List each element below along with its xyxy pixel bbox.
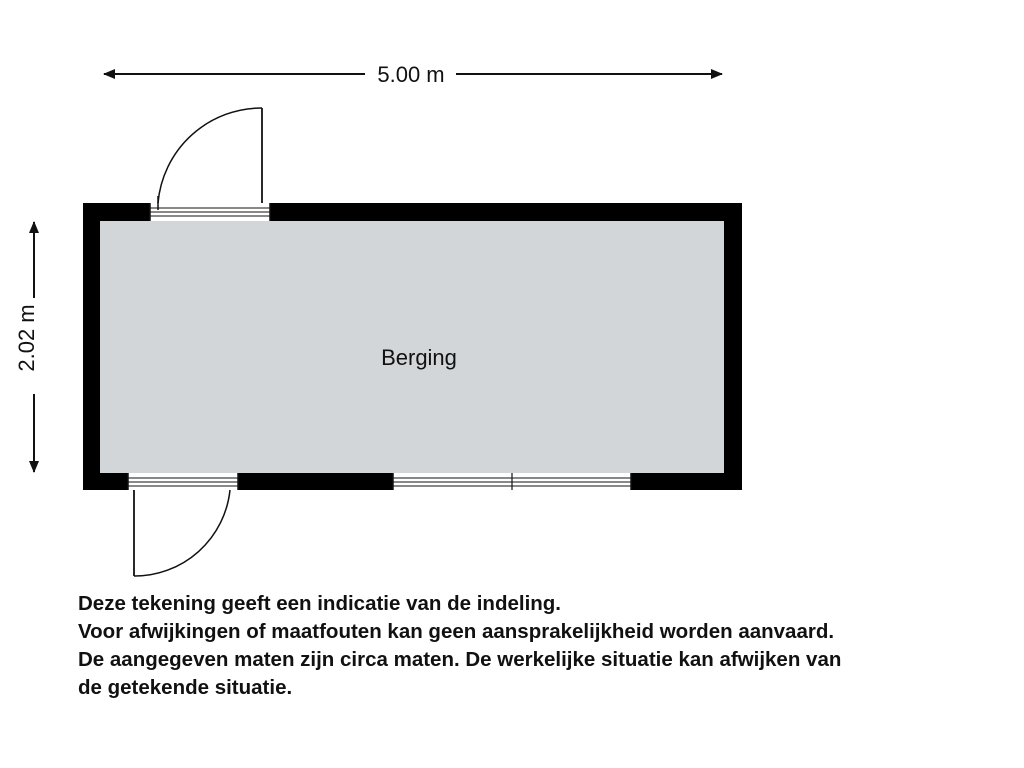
top-door-opening xyxy=(150,203,270,221)
width-dimension-label: 5.00 m xyxy=(377,62,445,87)
height-dimension-label: 2.02 m xyxy=(14,304,39,372)
height-dimension xyxy=(14,222,39,472)
disclaimer-line: De aangegeven maten zijn circa maten. De werkelijke situatie kan afwijken van xyxy=(78,648,842,671)
bottom-door-swing xyxy=(134,490,230,576)
disclaimer-text xyxy=(78,590,1018,702)
bottom-window xyxy=(393,473,631,490)
disclaimer-line: de getekende situatie. xyxy=(78,676,293,699)
room-label: Berging xyxy=(381,345,457,370)
disclaimer-line: Deze tekening geeft een indicatie van de indeling. xyxy=(78,592,562,615)
disclaimer-line: Voor afwijkingen of maatfouten kan geen aansprakelijkheid worden aanvaard. xyxy=(78,620,835,643)
width-dimension xyxy=(104,62,722,87)
bottom-door-opening xyxy=(128,473,238,490)
top-door-swing xyxy=(158,108,262,210)
